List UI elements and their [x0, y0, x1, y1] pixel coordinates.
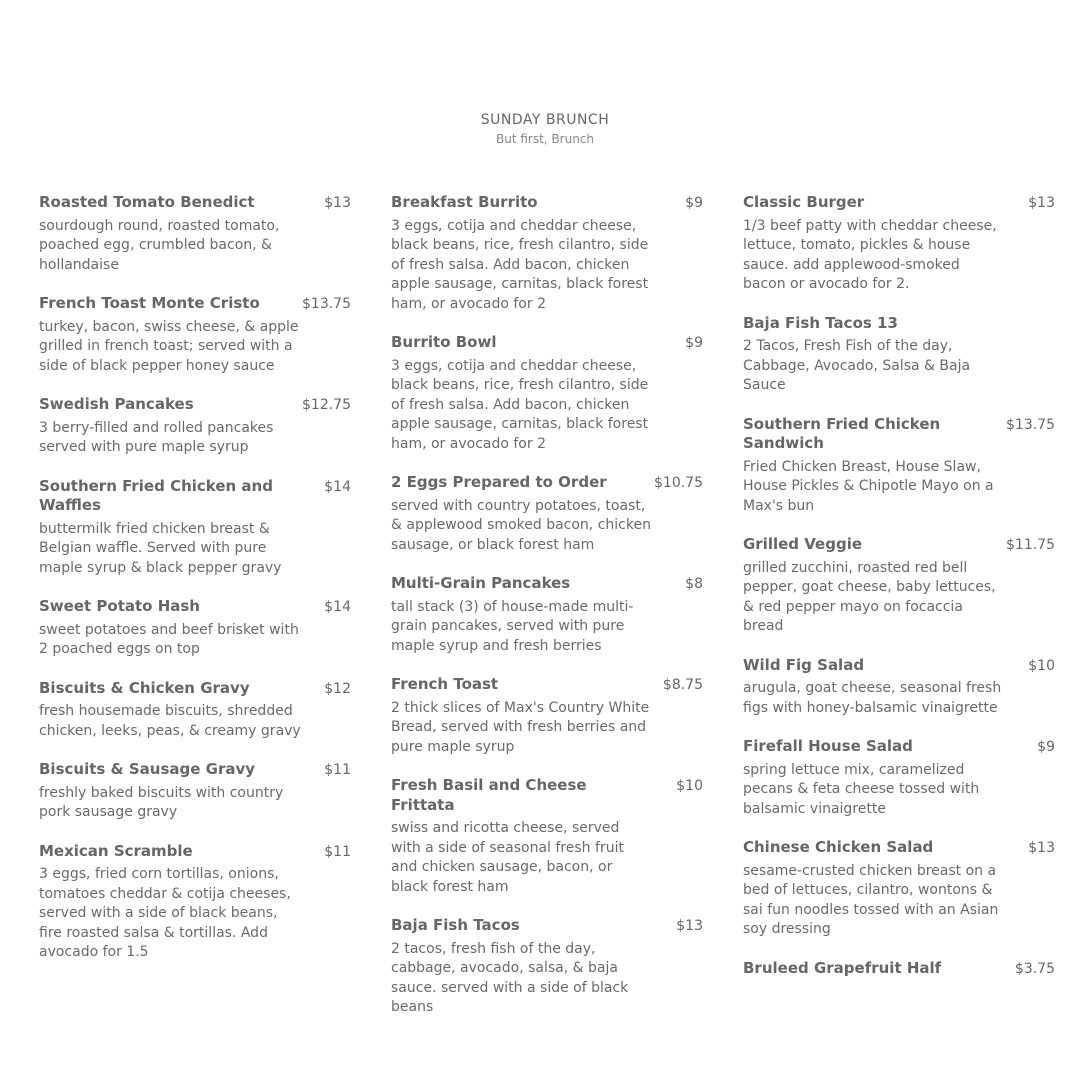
menu-item: [39, 597, 351, 660]
menu-item-name: Burrito Bowl: [391, 333, 497, 351]
menu-item-price: $13.75: [1006, 416, 1055, 433]
menu-item-price: $11: [324, 762, 351, 778]
menu-item-name: Chinese Chicken Salad: [743, 838, 934, 856]
menu-item: [743, 314, 1055, 396]
menu-item-name: French Toast Monte Cristo: [39, 294, 260, 312]
menu-column-2: [391, 193, 703, 1037]
menu-item-description: 3 eggs, fried corn tortillas, onions, tomatoes cheddar & cotija cheeses, served with a side of black beans, fire roasted salsa & tortillas. Add avocado for 1.5: [39, 866, 291, 960]
menu-item-description: arugula, goat cheese, seasonal fresh figs with honey-balsamic vinaigrette: [743, 680, 1002, 716]
menu-item-description: 3 berry-filled and rolled pancakes served with pure maple syrup: [39, 419, 274, 455]
menu-item-description: swiss and ricotta cheese, served with a side of seasonal fresh fruit and chicken sausage, bacon, or black forest ham: [391, 820, 624, 895]
menu-item-price: $10: [1028, 657, 1055, 674]
menu-item: [39, 842, 351, 963]
menu-item: [743, 737, 1055, 819]
menu-item-description: grilled zucchini, roasted red bell pepper, goat cheese, baby lettuces, & red pepper mayo on focaccia bread: [743, 559, 996, 634]
menu-item-description: 3 eggs, cotija and cheddar cheese, black beans, rice, fresh cilantro, side of fresh salsa. Add bacon, chicken apple sausage, carnitas, black forest ham, or avocado for 2: [391, 357, 649, 452]
menu-item-price: $13: [1028, 195, 1055, 211]
menu-item-description: spring lettuce mix, caramelized pecans & feta cheese tossed with balsamic vinaigrette: [743, 761, 980, 817]
menu-item-price: $13.75: [302, 296, 351, 312]
menu-item-name: Swedish Pancakes: [39, 395, 194, 413]
menu-item: [391, 193, 703, 314]
menu-item-name: Multi-Grain Pancakes: [391, 574, 571, 592]
menu-item-name: Breakfast Burrito: [391, 193, 538, 211]
menu-item: [743, 193, 1055, 295]
menu-item: [391, 473, 703, 555]
menu-item: [391, 574, 703, 656]
menu-item-name: 2 Eggs Prepared to Order: [391, 473, 607, 491]
menu-item-name: Sweet Potato Hash: [39, 597, 200, 615]
menu-item-name: French Toast: [391, 675, 499, 693]
menu-item-name: Mexican Scramble: [39, 841, 193, 860]
menu-item-description: sourdough round, roasted tomato, poached egg, crumbled bacon, & hollandaise: [39, 217, 280, 273]
menu-item-description: 3 eggs, cotija and cheddar cheese, black beans, rice, fresh cilantro, side of fresh salsa. Add bacon, chicken apple sausage, carnitas, black forest ham, or avocado for 2: [391, 217, 649, 312]
menu-item-name: Biscuits & Sausage Gravy: [39, 760, 256, 778]
menu-item-description: 2 Tacos, Fresh Fish of the day, Cabbage, Avocado, Salsa & Baja Sauce: [743, 338, 971, 393]
section-header: [0, 110, 1090, 148]
menu-item-price: $12.75: [302, 397, 351, 413]
menu-item: [39, 477, 351, 579]
menu-item-price: $11: [324, 843, 351, 860]
menu-item-description: fresh housemade biscuits, shredded chicken, leeks, peas, & creamy gravy: [39, 703, 301, 739]
menu-item: [743, 838, 1055, 940]
menu-item-price: $8: [685, 576, 703, 592]
menu-item-description: freshly baked biscuits with country pork sausage gravy: [39, 784, 284, 820]
menu-item-description: tall stack (3) of house-made multi-grain pancakes, served with pure maple syrup and fresh berries: [391, 598, 634, 654]
menu-item: [743, 415, 1055, 517]
menu-item-name: Classic Burger: [743, 193, 865, 211]
menu-item-name: Bruleed Grapefruit Half: [743, 958, 942, 977]
menu-item-description: sesame-crusted chicken breast on a bed of lettuces, cilantro, wontons & sai fun noodles tossed with an Asian soy dressing: [743, 862, 999, 937]
menu-item-price: $14: [324, 478, 351, 495]
menu-item: [743, 959, 1055, 979]
menu-item-price: $14: [324, 599, 351, 615]
menu-item-price: $12: [324, 680, 351, 697]
menu-item: [391, 675, 703, 757]
section-subtitle: But first, Brunch: [495, 132, 594, 146]
section-title: SUNDAY BRUNCH: [480, 112, 610, 128]
menu-column-3: [743, 193, 1055, 997]
menu-item-price: $10: [676, 778, 703, 794]
menu-item-name: Southern Fried Chicken and Waffles: [39, 476, 273, 514]
menu-item: [391, 916, 703, 1018]
menu-item-name: Roasted Tomato Benedict: [39, 193, 255, 211]
menu-item: [39, 395, 351, 458]
menu-item-name: Fresh Basil and Cheese Frittata: [391, 776, 587, 814]
menu-item-price: $8.75: [662, 677, 703, 693]
menu-item: [743, 656, 1055, 719]
menu-item: [391, 776, 703, 897]
menu-column-1: [39, 193, 351, 982]
menu-item-description: 2 tacos, fresh fish of the day, cabbage, avocado, salsa, & baja sauce. served with a side of black beans: [391, 940, 629, 1015]
menu-item: [743, 535, 1055, 637]
menu-item-name: Biscuits & Chicken Gravy: [39, 678, 250, 697]
menu-item-description: Fried Chicken Breast, House Slaw, House Pickles & Chipotle Mayo on a Max's bun: [743, 458, 994, 514]
menu-item-description: 2 thick slices of Max's Country White Bread, served with fresh berries and pure maple syrup: [391, 699, 650, 755]
menu-item-description: turkey, bacon, swiss cheese, & apple grilled in french toast; served with a side of black pepper honey sauce: [39, 318, 299, 374]
menu-item-description: served with country potatoes, toast, & applewood smoked bacon, chicken sausage, or black forest ham: [391, 497, 651, 553]
menu-item-description: 1/3 beef patty with cheddar cheese, lettuce, tomato, pickles & house sauce. add applewood-smoked bacon or avocado for 2.: [743, 217, 997, 292]
menu-item-price: $9: [1037, 739, 1055, 755]
menu-item-price: $9: [685, 335, 703, 351]
menu-item-name: Baja Fish Tacos 13: [743, 313, 898, 332]
menu-item-description: sweet potatoes and beef brisket with 2 poached eggs on top: [39, 621, 299, 657]
menu-item-price: $10.75: [654, 475, 703, 491]
menu-item: [39, 294, 351, 376]
menu-item-price: $13: [324, 195, 351, 211]
menu-item: [39, 679, 351, 742]
menu-item: [391, 333, 703, 454]
menu-item-price: $3.75: [1014, 960, 1055, 977]
cropped-heading-fragment: [390, 0, 474, 2]
menu-item-price: $9: [685, 195, 703, 211]
menu-item-name: Baja Fish Tacos: [391, 916, 520, 934]
menu-item-description: buttermilk fried chicken breast & Belgian waffle. Served with pure maple syrup & black pepper gravy: [39, 520, 282, 576]
menu-item-name: Grilled Veggie: [743, 535, 863, 553]
menu-item: [39, 193, 351, 275]
menu-item-price: $13: [676, 918, 703, 934]
menu-item: [39, 760, 351, 823]
menu-item-name: Firefall House Salad: [743, 737, 913, 755]
menu-item-name: Wild Fig Salad: [743, 655, 865, 674]
menu-item-name: Southern Fried Chicken Sandwich: [743, 414, 941, 452]
menu-item-price: $13: [1028, 840, 1055, 856]
menu-item-price: $11.75: [1006, 537, 1055, 553]
